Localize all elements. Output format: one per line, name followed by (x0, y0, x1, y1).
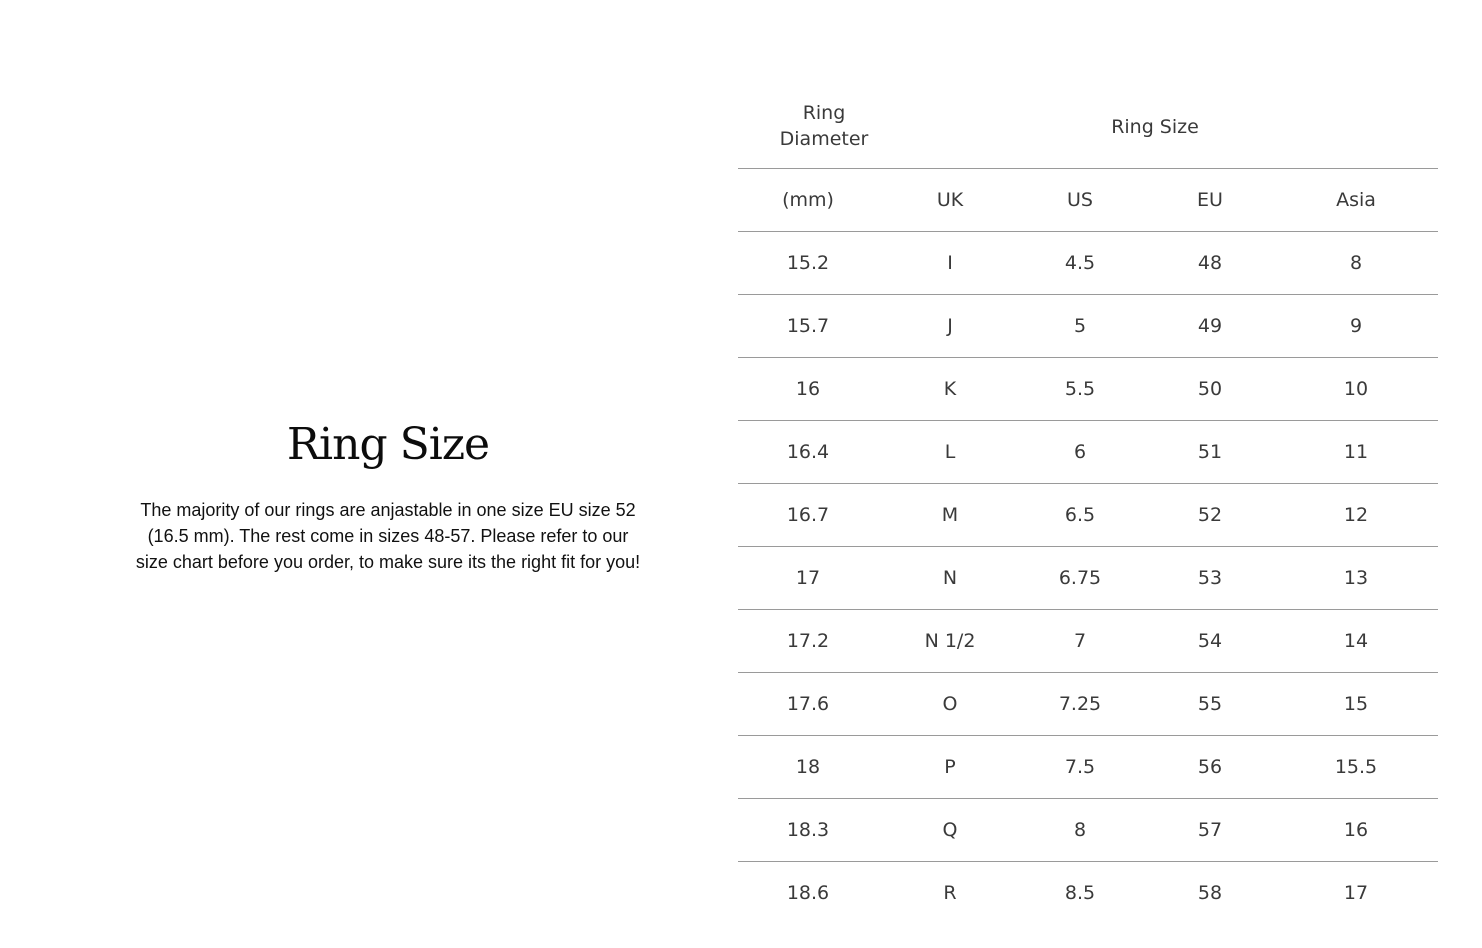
cell-mm: 18.3 (786, 819, 830, 841)
cell-us: 5 (1073, 315, 1087, 337)
cell-asia: 16 (1343, 819, 1369, 841)
cell-us: 4.5 (1064, 252, 1096, 274)
cell-uk: J (947, 315, 953, 337)
table-row (738, 547, 1438, 610)
cell-asia: 9 (1349, 315, 1363, 337)
cell-mm: 15.2 (786, 252, 830, 274)
cell-eu: 53 (1197, 567, 1223, 589)
cell-mm: 17.6 (786, 693, 830, 715)
cell-mm: 16.4 (786, 441, 830, 463)
cell-uk: M (941, 504, 959, 526)
intro-description: The majority of our rings are anjastable in one size EU size 52 (16.5 mm). The rest come in sizes 48-57. Please refer to our size chart before you order, to make sure its the right fit for you! (135, 500, 641, 572)
cell-us: 7.25 (1058, 693, 1102, 715)
cell-us: 7 (1073, 630, 1087, 652)
column-header-eu: EU (1197, 189, 1223, 211)
table-row (738, 232, 1438, 295)
ring-size-chart (738, 96, 1438, 924)
cell-us: 8.5 (1064, 882, 1096, 904)
cell-uk: N 1/2 (924, 630, 976, 652)
column-header-mm: (mm) (782, 189, 834, 211)
cell-eu: 48 (1197, 252, 1223, 274)
cell-eu: 49 (1197, 315, 1223, 337)
cell-asia: 8 (1349, 252, 1363, 274)
cell-asia: 13 (1343, 567, 1369, 589)
cell-eu: 55 (1197, 693, 1223, 715)
ring-diameter-header (754, 100, 894, 152)
cell-eu: 58 (1197, 882, 1223, 904)
table-row (738, 295, 1438, 358)
cell-uk: L (944, 441, 956, 463)
cell-mm: 15.7 (786, 315, 830, 337)
cell-us: 6.75 (1058, 567, 1102, 589)
chart-group-header (738, 96, 1438, 169)
cell-us: 7.5 (1064, 756, 1096, 778)
cell-eu: 52 (1197, 504, 1223, 526)
cell-eu: 54 (1197, 630, 1223, 652)
table-row (738, 862, 1438, 924)
cell-uk: N (942, 567, 958, 589)
ring-diameter-header-line1: Ring (802, 102, 846, 124)
cell-us: 6.5 (1064, 504, 1096, 526)
cell-asia: 12 (1343, 504, 1369, 526)
cell-asia: 15.5 (1334, 756, 1378, 778)
table-row (738, 358, 1438, 421)
cell-asia: 11 (1343, 441, 1369, 463)
cell-mm: 16.7 (786, 504, 830, 526)
ring-diameter-header-line2: Diameter (779, 128, 869, 150)
cell-uk: Q (942, 819, 958, 841)
table-row (738, 610, 1438, 673)
cell-mm: 17.2 (786, 630, 830, 652)
cell-uk: K (943, 378, 957, 400)
cell-eu: 51 (1197, 441, 1223, 463)
cell-uk: P (944, 756, 956, 778)
cell-eu: 57 (1197, 819, 1223, 841)
column-header-row (738, 169, 1438, 232)
cell-eu: 56 (1197, 756, 1223, 778)
cell-uk: I (947, 252, 953, 274)
cell-asia: 14 (1343, 630, 1369, 652)
page-title: Ring Size (286, 419, 490, 470)
cell-uk: O (942, 693, 958, 715)
cell-asia: 10 (1343, 378, 1369, 400)
intro-section (130, 415, 646, 575)
table-row (738, 799, 1438, 862)
cell-asia: 15 (1343, 693, 1369, 715)
cell-us: 8 (1073, 819, 1087, 841)
cell-mm: 18.6 (786, 882, 830, 904)
table-row (738, 484, 1438, 547)
cell-mm: 16 (795, 378, 821, 400)
cell-eu: 50 (1197, 378, 1223, 400)
column-header-us: US (1067, 189, 1093, 211)
cell-mm: 17 (795, 567, 821, 589)
cell-asia: 17 (1343, 882, 1369, 904)
cell-mm: 18 (795, 756, 821, 778)
column-header-asia: Asia (1336, 189, 1376, 211)
table-row (738, 673, 1438, 736)
table-row (738, 736, 1438, 799)
ring-size-header: Ring Size (1111, 116, 1199, 138)
cell-us: 5.5 (1064, 378, 1096, 400)
table-row (738, 421, 1438, 484)
cell-uk: R (943, 882, 957, 904)
cell-us: 6 (1073, 441, 1087, 463)
column-header-uk: UK (936, 189, 964, 211)
